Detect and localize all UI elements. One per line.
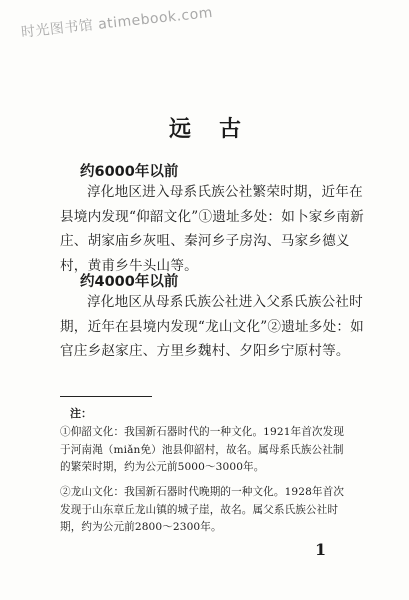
footnote-label: 注： — [70, 407, 92, 420]
page-title: 远古 — [168, 116, 269, 142]
section-text-6000: 淳化地区进入母系氏族公社繁荣时期，近年在县境内发现“仰韶文化”①遗址多处：如卜家乡南新庄、胡家庙乡灰咀、秦河乡子房沟、马家乡德义村，黄甫乡牛头山等。 — [60, 184, 364, 274]
footnote-1: ①仰韶文化：我国新石器时代的一种文化。1921年首次发现于河南渑（miǎn免）池县仰韶村，故名。属母系氏族公社制的繁荣时期，约为公元前5000～3000年。 — [60, 426, 345, 473]
page-number: 1 — [315, 540, 327, 559]
footnote-divider — [60, 396, 152, 397]
watermark: 时光图书馆 atimebook.com — [20, 4, 214, 41]
section-heading-6000: 约6000年以前 — [80, 164, 179, 180]
section-text-4000: 淳化地区从母系氏族公社进入父系氏族公社时期，近年在县境内发现“龙山文化”②遗址多处：如官庄乡赵家庄、方里乡魏村、夕阳乡宁原村等。 — [60, 294, 364, 359]
footnote-2: ②龙山文化：我国新石器时代晚期的一种文化。1928年首次发现于山东章丘龙山镇的城子崖，故名。属父系氏族公社时期，约为公元前2800～2300年。 — [60, 486, 345, 533]
section-heading-4000: 约4000年以前 — [80, 274, 179, 290]
